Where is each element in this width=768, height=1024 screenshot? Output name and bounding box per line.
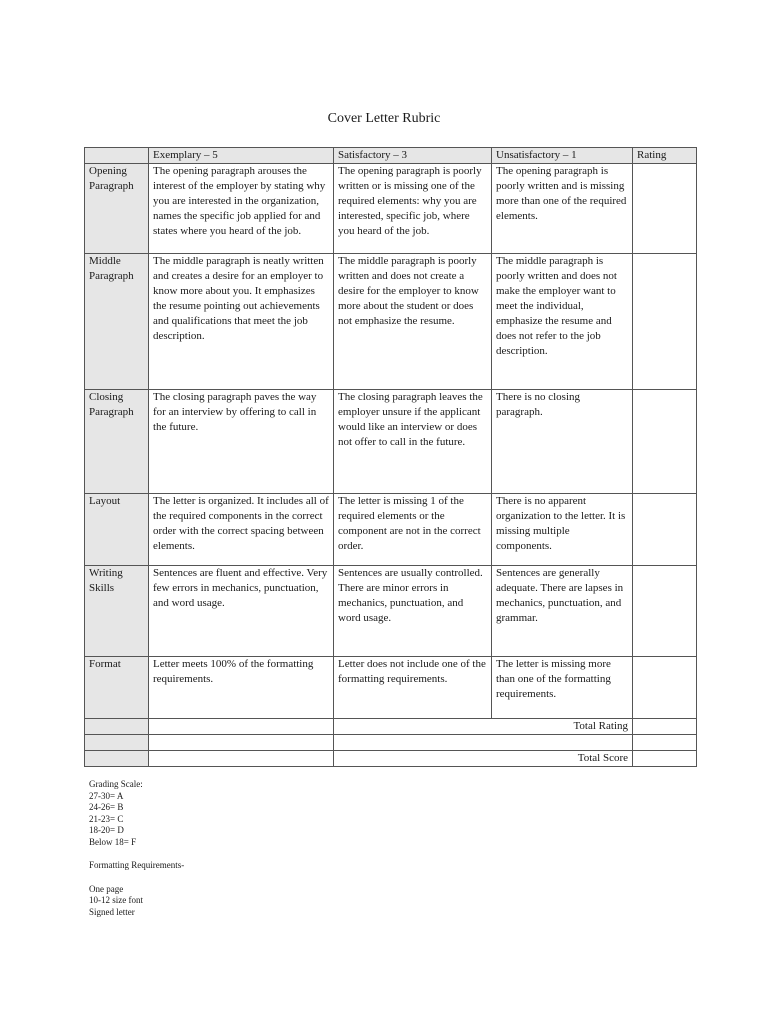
criterion-cell: Layout	[85, 494, 149, 566]
exemplary-cell: The closing paragraph paves the way for an interview by offering to call in the future.	[149, 390, 334, 494]
exemplary-cell: Sentences are fluent and effective. Very few errors in mechanics, punctuation, and word usage.	[149, 566, 334, 657]
header-criterion	[85, 148, 149, 164]
header-rating: Rating	[633, 148, 697, 164]
satisfactory-cell: Sentences are usually controlled. There are minor errors in mechanics, punctuation, and word usage.	[334, 566, 492, 657]
formatting-requirement-item: 10-12 size font	[89, 895, 143, 905]
blank-cell	[149, 735, 334, 751]
notes-section	[89, 779, 184, 918]
table-row	[85, 566, 697, 657]
unsatisfactory-cell: There is no closing paragraph.	[492, 390, 633, 494]
spacer	[89, 872, 184, 884]
criterion-cell: Closing Paragraph	[85, 390, 149, 494]
total-score-label: Total Score	[334, 751, 633, 767]
table-row	[85, 254, 697, 390]
satisfactory-cell: Letter does not include one of the formatting requirements.	[334, 657, 492, 719]
table-row	[85, 164, 697, 254]
total-score-row	[85, 751, 697, 767]
rubric-table	[84, 147, 697, 767]
total-rating-value	[633, 719, 697, 735]
table-row	[85, 390, 697, 494]
formatting-requirement-item: Signed letter	[89, 906, 135, 917]
unsatisfactory-cell: Sentences are generally adequate. There are lapses in mechanics, punctuation, and grammar.	[492, 566, 633, 657]
blank-cell	[85, 751, 149, 767]
header-row	[85, 148, 697, 164]
rating-cell	[633, 494, 697, 566]
blank-cell	[633, 735, 697, 751]
rating-cell	[633, 254, 697, 390]
exemplary-cell: The opening paragraph arouses the interest of the employer by stating why you are interested in the organization, names the specific job applied for and states where you heard of the job.	[149, 164, 334, 254]
total-score-value	[633, 751, 697, 767]
satisfactory-cell: The middle paragraph is poorly written and does not create a desire for the employer to know more about the student or does not emphasize the resume.	[334, 254, 492, 390]
satisfactory-cell: The closing paragraph leaves the employer unsure if the applicant would like an interview or does not offer to call in the future.	[334, 390, 492, 494]
formatting-requirements-heading: Formatting Requirements-	[89, 860, 185, 870]
spacer	[89, 848, 184, 860]
grading-scale-heading: Grading Scale:	[89, 779, 143, 789]
rating-cell	[633, 566, 697, 657]
page-title: Cover Letter Rubric	[327, 111, 441, 126]
total-rating-row	[85, 719, 697, 735]
grading-scale-item: 21-23= C	[89, 813, 124, 824]
satisfactory-cell: The opening paragraph is poorly written or is missing one of the required elements: why you are interested, specific job, where you heard of the job.	[334, 164, 492, 254]
grading-scale-item: 27-30= A	[89, 790, 124, 801]
unsatisfactory-cell: The middle paragraph is poorly written and does not make the employer want to meet the individual, emphasize the resume and does not refer to the job description.	[492, 254, 633, 390]
rating-cell	[633, 657, 697, 719]
header-exemplary: Exemplary – 5	[149, 148, 334, 164]
formatting-requirement-item: One page	[89, 883, 124, 894]
grading-scale-item: 24-26= B	[89, 802, 124, 812]
header-satisfactory: Satisfactory – 3	[334, 148, 492, 164]
unsatisfactory-cell: The opening paragraph is poorly written and is missing more than one of the required elements.	[492, 164, 633, 254]
grading-scale-item: Below 18= F	[89, 836, 137, 847]
rating-cell	[633, 390, 697, 494]
exemplary-cell: Letter meets 100% of the formatting requirements.	[149, 657, 334, 719]
satisfactory-cell: The letter is missing 1 of the required elements or the component are not in the correct order.	[334, 494, 492, 566]
blank-cell	[149, 751, 334, 767]
header-unsatisfactory: Unsatisfactory – 1	[492, 148, 633, 164]
blank-cell	[85, 719, 149, 735]
blank-cell	[334, 735, 633, 751]
exemplary-cell: The letter is organized. It includes all of the required components in the correct order with the correct spacing between elements.	[149, 494, 334, 566]
unsatisfactory-cell: The letter is missing more than one of the formatting requirements.	[492, 657, 633, 719]
table-row	[85, 657, 697, 719]
unsatisfactory-cell: There is no apparent organization to the letter. It is missing multiple components.	[492, 494, 633, 566]
blank-cell	[149, 719, 334, 735]
table-row	[85, 494, 697, 566]
criterion-cell: Opening Paragraph	[85, 164, 149, 254]
total-rating-label: Total Rating	[334, 719, 633, 735]
criterion-cell: Middle Paragraph	[85, 254, 149, 390]
criterion-cell: Writing Skills	[85, 566, 149, 657]
criterion-cell: Format	[85, 657, 149, 719]
blank-row	[85, 735, 697, 751]
rating-cell	[633, 164, 697, 254]
grading-scale-item: 18-20= D	[89, 825, 124, 835]
blank-cell	[85, 735, 149, 751]
exemplary-cell: The middle paragraph is neatly written and creates a desire for an employer to know more about you. It emphasizes the resume pointing out achievements and qualifications that meet the job description.	[149, 254, 334, 390]
